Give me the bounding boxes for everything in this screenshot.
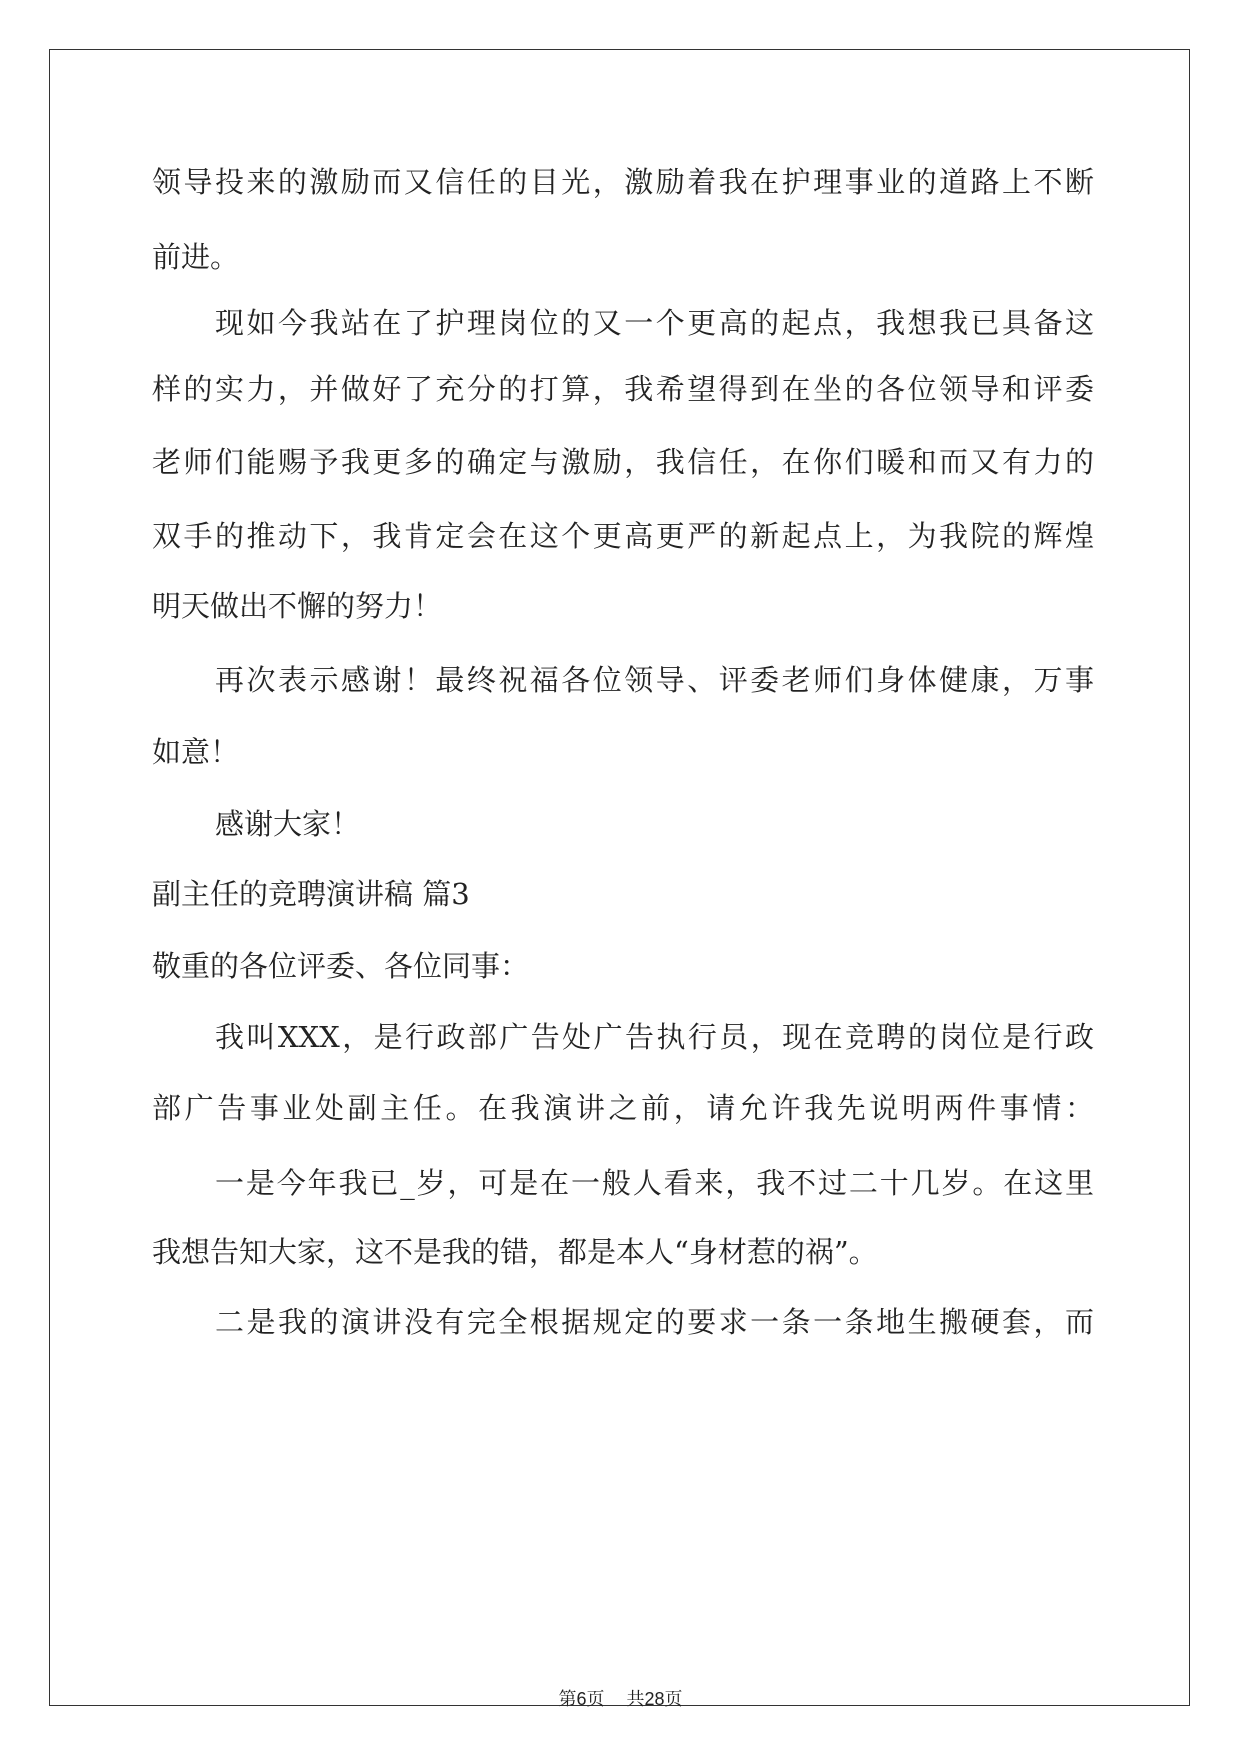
- text-line: 领导投来的激励而又信任的目光，激励着我在护理事业的道路上不断: [152, 165, 1094, 199]
- text-line: 一是今年我已_岁，可是在一般人看来，我不过二十几岁。在这里: [215, 1166, 1094, 1200]
- text-line: 感谢大家！: [215, 807, 361, 841]
- text-line: 我想告知大家，这不是我的错，都是本人“身材惹的祸”。: [152, 1235, 878, 1269]
- page-footer: [0, 1687, 1241, 1712]
- text-line: 再次表示感谢！最终祝福各位领导、评委老师们身体健康，万事: [215, 663, 1094, 697]
- total-prefix: 共: [626, 1689, 645, 1710]
- page-suffix: 页: [586, 1689, 605, 1710]
- text-line: 明天做出不懈的努力！: [152, 589, 443, 623]
- page-number: 6: [576, 1689, 587, 1709]
- text-line: 如意！: [152, 735, 240, 769]
- total-pages: 28: [644, 1689, 665, 1709]
- text-line: 现如今我站在了护理岗位的又一个更高的起点，我想我已具备这: [215, 306, 1094, 340]
- text-line: 二是我的演讲没有完全根据规定的要求一条一条地生搬硬套，而: [215, 1305, 1094, 1339]
- text-line: 双手的推动下，我肯定会在这个更高更严的新起点上，为我院的辉煌: [152, 519, 1094, 553]
- section-heading: 副主任的竞聘演讲稿 篇3: [152, 877, 470, 911]
- text-line: 我叫XXX，是行政部广告处广告执行员，现在竞聘的岗位是行政: [215, 1020, 1094, 1054]
- salutation: 敬重的各位评委、各位同事：: [152, 949, 530, 983]
- text-line: 老师们能赐予我更多的确定与激励，我信任，在你们暖和而又有力的: [152, 445, 1094, 479]
- page-prefix: 第: [558, 1689, 577, 1710]
- total-suffix: 页: [664, 1689, 683, 1710]
- text-line: 前进。: [152, 240, 240, 274]
- text-line: 部广告事业处副主任。在我演讲之前，请允许我先说明两件事情：: [152, 1091, 1094, 1125]
- text-line: 样的实力，并做好了充分的打算，我希望得到在坐的各位领导和评委: [152, 372, 1094, 406]
